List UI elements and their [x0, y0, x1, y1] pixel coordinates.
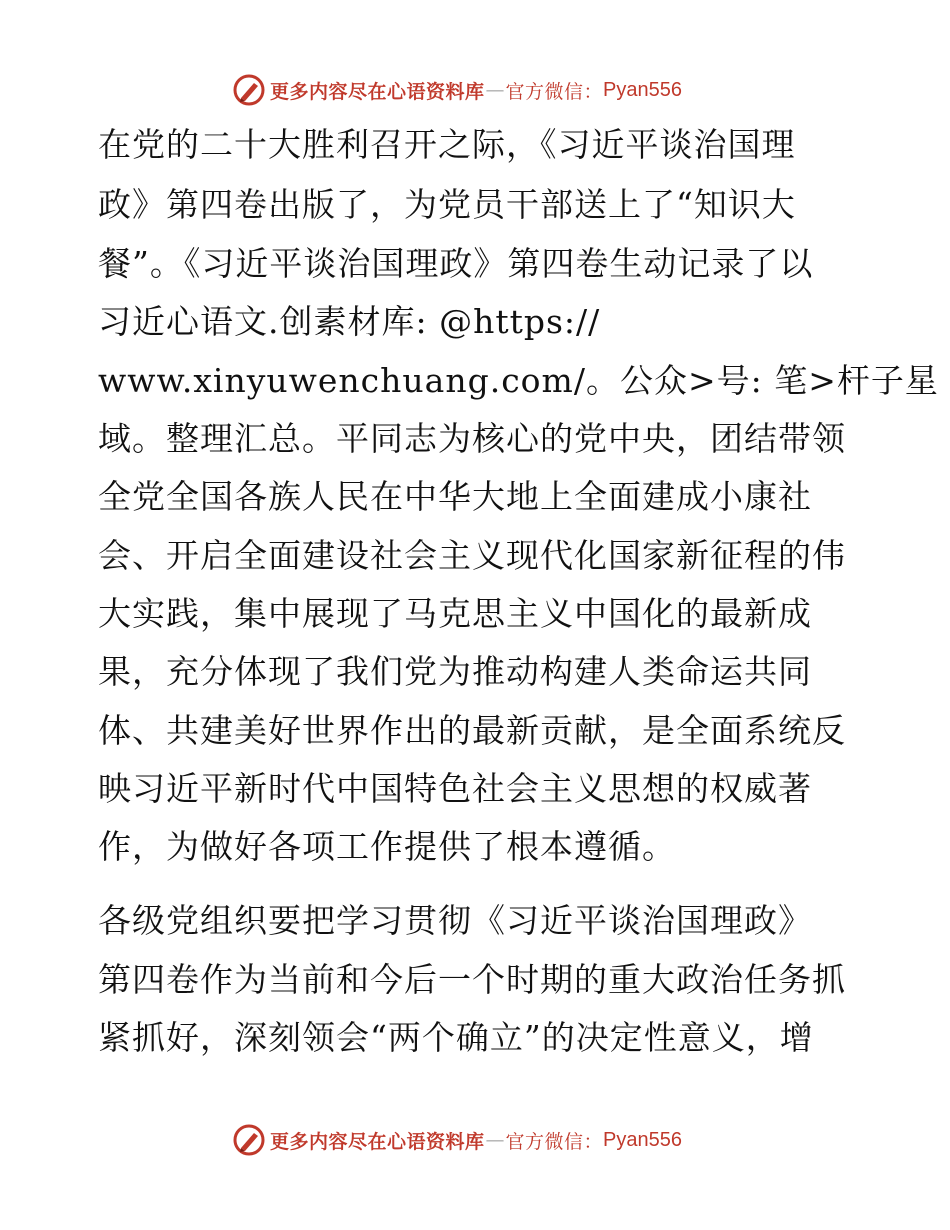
banner-dash: — [485, 1129, 505, 1151]
text-line: 餐”。《习近平谈治国理政》第四卷生动记录了以 [98, 244, 814, 283]
pen-logo-icon [232, 1123, 266, 1157]
text-line: 习近心语文.创素材库: @https:// [98, 302, 601, 341]
text-line: 域。整理汇总。平同志为核心的党中央，团结带领 [98, 419, 846, 458]
text-line: 在党的二十大胜利召开之际，《习近平谈治国理 [98, 125, 796, 164]
banner-dash: — [485, 79, 505, 101]
pen-logo-icon [232, 73, 266, 107]
banner-account: Pyan556 [603, 78, 682, 101]
text-line: 果，充分体现了我们党为推动构建人类命运共同 [98, 652, 812, 691]
text-line: 作，为做好各项工作提供了根本遵循。 [98, 827, 676, 866]
text-line: 会、开启全面建设社会主义现代化国家新征程的伟 [98, 536, 846, 575]
text-line: 体、共建美好世界作出的最新贡献，是全面系统反 [98, 711, 846, 750]
text-line: 第四卷作为当前和今后一个时期的重大政治任务抓 [98, 960, 846, 999]
banner-official-label: 官方微信： [505, 1130, 604, 1153]
footer-banner [232, 1122, 682, 1158]
text-line: 各级党组织要把学习贯彻《习近平谈治国理政》 [98, 901, 812, 940]
text-line: www.xinyuwenchuang.com/。公众>号: 笔>杆子星 [98, 361, 939, 400]
text-line: 全党全国各族人民在中华大地上全面建成小康社 [98, 477, 812, 516]
text-line: 大实践，集中展现了马克思主义中国化的最新成 [98, 594, 812, 633]
text-line: 映习近平新时代中国特色社会主义思想的权威著 [98, 769, 812, 808]
banner-brand-text: 更多内容尽在心语资料库 [270, 1130, 485, 1153]
header-banner [232, 72, 682, 108]
banner-account: Pyan556 [603, 1128, 682, 1151]
text-line: 紧抓好，深刻领会“两个确立”的决定性意义，增 [98, 1018, 814, 1057]
banner-official-label: 官方微信： [505, 80, 604, 103]
text-line: 政》第四卷出版了，为党员干部送上了“知识大 [98, 185, 796, 224]
banner-brand-text: 更多内容尽在心语资料库 [270, 80, 485, 103]
